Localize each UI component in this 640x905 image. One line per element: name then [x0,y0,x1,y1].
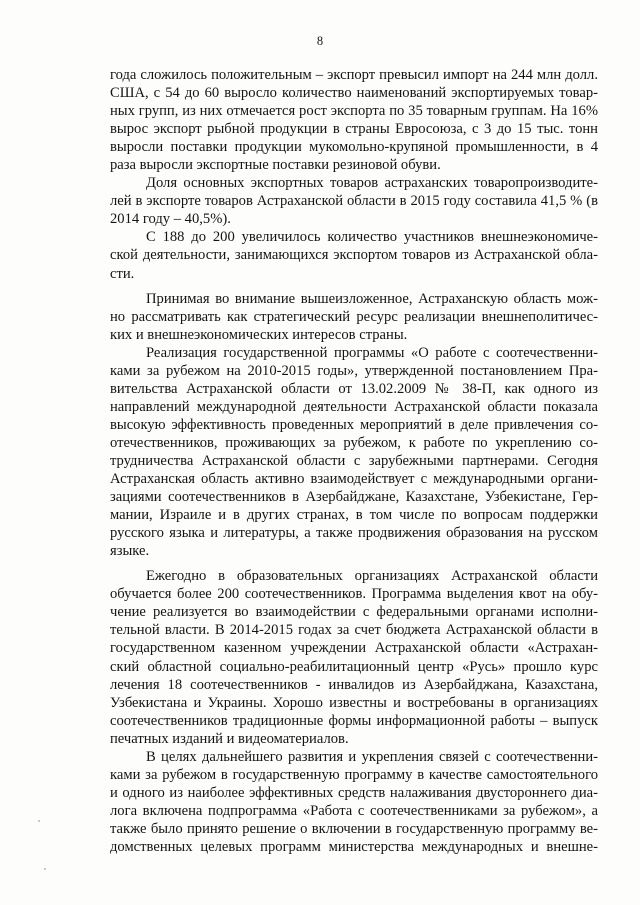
text-line: и одного из наиболее эффективных средств налаживания двустороннего диа- [110,784,598,801]
text-line: печатных изданий и видеоматериалов. [110,730,349,747]
text-line: направлений международной деятельности Астраханской области показала [110,398,598,415]
text-line: отечественников, проживающих за рубежом, к работе по укреплению со- [110,434,598,451]
text-line: государственном казенном учреждении Астраханской области «Астрахан- [110,640,598,657]
text-line: чение реализуется во взаимодействии с федеральными органами исполни- [110,604,598,621]
text-line: лей в экспорте товаров Астраханской области в 2015 году составила 41,5 % (в [110,193,598,210]
text-line: трудничества Астраханской области с зарубежными партнерами. Сегодня [110,452,598,469]
text-line: обучается более 200 соотечественников. Программа выделения квот на обу- [110,586,598,603]
text-line: тельной власти. В 2014-2015 годах за счет бюджета Астраханской области в [110,622,598,639]
text-line: В целях дальнейшего развития и укрепления связей с соотечественни- [146,748,598,765]
paragraph-export-growth [110,66,598,174]
scan-speck [44,868,46,870]
text-line: С 188 до 200 увеличилось количество участников внешнеэкономиче- [146,229,598,246]
text-line: но рассматривать как стратегический ресурс реализации внешнеполитичес- [110,308,598,325]
scan-speck [38,820,40,822]
text-line: выросли поставки продукции мукомольно-крупяной промышленности, в 4 [110,139,598,156]
text-line: соотечественников традиционные формы информационной работы – выпуск [110,712,598,729]
text-line: вырос экспорт рыбной продукции в страны Евросоюза, с 3 до 15 тыс. тонн [110,121,598,138]
text-line: ский областной социально-реабилитационный центр «Русь» прошло курс [110,658,598,675]
text-line: домственных целевых программ министерства международных и внешне- [110,838,598,855]
body-text [110,66,598,856]
text-line: русского языка и литературы, а также продвижения образования на русском [110,525,598,542]
paragraph-participants [110,228,598,282]
text-line: лечения 18 соотечественников - инвалидов из Азербайджана, Казахстана, [110,676,598,693]
paragraph-strategic-resource [110,290,598,344]
paragraph-export-share [110,174,598,228]
text-line: также было принято решение о включении в государственную программу ве- [110,820,598,837]
text-line: года сложилось положительным – экспорт превысил импорт на 244 млн долл. [110,67,598,83]
text-line: вительства Астраханской области от 13.02.2009 № 38-П, как одного из [110,380,598,397]
text-line: зациями соотечественников в Азербайджане, Казахстане, Узбекистане, Гер- [110,489,598,506]
text-line: Астраханская область активно взаимодействует с международными органи- [110,471,598,488]
text-line: ких и внешнеэкономических интересов страны. [110,326,408,343]
page-number: 8 [316,34,324,48]
text-line: ками за рубежом в государственную программу в качестве самостоятельного [110,766,598,783]
text-line: высокую эффективность проведенных мероприятий в деле привлечения со- [110,416,598,433]
text-line: ской деятельности, занимающихся экспортом товаров из Астраханской обла- [110,247,598,264]
text-line: США, с 54 до 60 выросло количество наименований экспортируемых товар- [110,85,598,102]
text-line: сти. [110,265,135,282]
paragraph-education-quotas [110,567,598,747]
text-line: Узбекистана и Украины. Хорошо известны и востребованы в организациях [110,694,598,711]
text-line: мании, Израиле и в других странах, в том числе по вопросам поддержки [110,507,598,524]
text-line: Реализация государственной программы «О работе с соотечественни- [146,344,598,361]
text-line: 2014 году – 40,5%). [110,211,231,228]
paragraph-subprogram [110,748,598,856]
text-line: Ежегодно в образовательных организациях Астраханской области [146,568,598,585]
paragraph-compatriots-program [110,344,598,561]
text-line: ных групп, из них отмечается рост экспорта по 35 товарным группам. На 16% [110,103,598,120]
text-line: ками за рубежом на 2010-2015 годы», утвержденной постановлением Пра- [110,362,598,379]
text-line: Принимая во внимание вышеизложенное, Астраханскую область мож- [146,290,598,307]
text-line: лога включена подпрограмма «Работа с соотечественниками за рубежом», а [110,802,598,819]
text-line: раза выросли экспортные поставки резиновой обуви. [110,157,441,174]
text-line: языке. [110,543,150,560]
text-line: Доля основных экспортных товаров астраханских товаропроизводите- [146,175,598,192]
